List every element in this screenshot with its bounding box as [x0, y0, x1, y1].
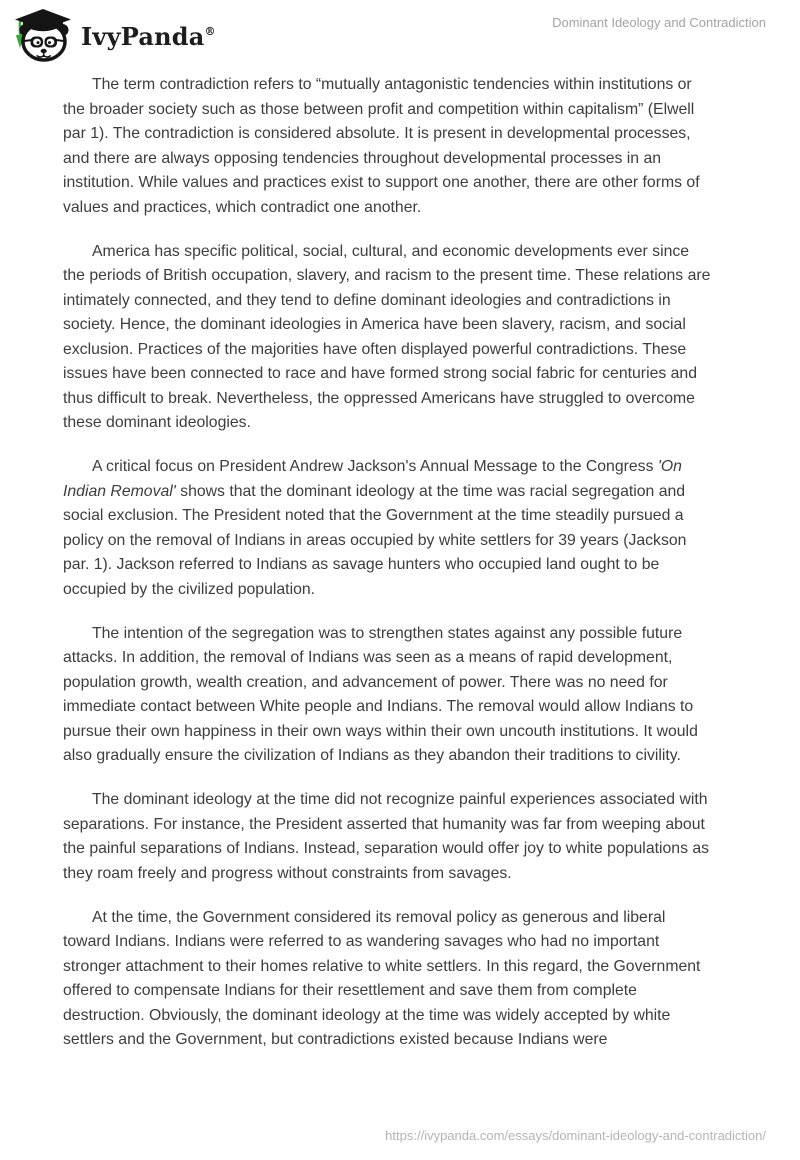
text-segment: America has specific political, social, cultural, and economic developments ever since the periods of British occupation, slavery, and racism to the present time. These relations are intimately connected, and they tend to define dominant ideologies and contradictions in society. Hence, the dominant ideologies in America have been slavery, racism, and social exclusion. Practices of the majorities have often displayed powerful contradictions. These issues have been connected to race and have formed strong social fabric for centuries and thus difficult to break. Nevertheless, the oppressed Americans have struggled to overcome these dominant ideologies.: [63, 242, 711, 431]
logo-wordmark: IvyPanda®: [81, 22, 216, 51]
text-segment: At the time, the Government considered its removal policy as generous and liberal toward Indians. Indians were referred to as wandering savages who had no important stronger attachment to their homes relative to white settlers. In this regard, the Government offered to compensate Indians for their resettlement and save them from complete destruction. Obviously, the dominant ideology at the time was widely accepted by white settlers and the Government, but contradictions existed because Indians were: [63, 908, 701, 1048]
paragraph: [63, 73, 715, 220]
text-segment: The term contradiction refers to “mutually antagonistic tendencies within institutions or the broader society such as those between profit and competition within capitalism” (Elwell par 1). The contradiction is considered absolute. It is present in developmental processes, and there are always opposing tendencies throughout developmental processes in an institution. While values and practices exist to support one another, there are other forms of values and practices, which contradict one another.: [63, 76, 700, 216]
registered-trademark-symbol: ®: [204, 25, 216, 38]
document-title: Dominant Ideology and Contradiction: [552, 15, 766, 30]
paragraph: [63, 788, 715, 886]
italic-text-segment: 'On Indian Removal': [63, 458, 682, 500]
text-segment: The dominant ideology at the time did not recognize painful experiences associated with separations. For instance, the President asserted that humanity was far from weeping about the painful separations of Indians. Instead, separation would offer joy to white populations as they roam freely and progress without constraints from savages.: [63, 791, 710, 882]
text-segment: The intention of the segregation was to strengthen states against any possible future attacks. In addition, the removal of Indians was seen as a means of rapid development, population growth, wealth creation, and advancement of power. There was no need for immediate contact between White people and Indians. The removal would allow Indians to pursue their own happiness in their own ways within their own uncouth institutions. It would also gradually ensure the civilization of Indians as they abandon their traditions to civility.: [63, 624, 698, 764]
paragraph: [63, 622, 715, 769]
text-segment: shows that the dominant ideology at the time was racial segregation and social exclusion. The President noted that the Government at the time steadily pursued a policy on the removal of Indians in areas occupied by white settlers for 39 years (Jackson par. 1). Jackson referred to Indians as savage hunters who occupied land ought to be occupied by the civilized population.: [63, 482, 687, 598]
text-segment: A critical focus on President Andrew Jackson's Annual Message to the Congress: [92, 458, 658, 475]
paragraph: [63, 906, 715, 1053]
paragraph: [63, 240, 715, 436]
source-url-link[interactable]: https://ivypanda.com/essays/dominant-ideology-and-contradiction/: [385, 1128, 766, 1143]
page-footer: [385, 1128, 766, 1143]
ivypanda-logo: [12, 5, 216, 64]
paragraph: [63, 455, 715, 602]
page-header: [0, 0, 800, 64]
panda-graduation-cap-icon: [12, 8, 74, 62]
article: [63, 73, 715, 1072]
